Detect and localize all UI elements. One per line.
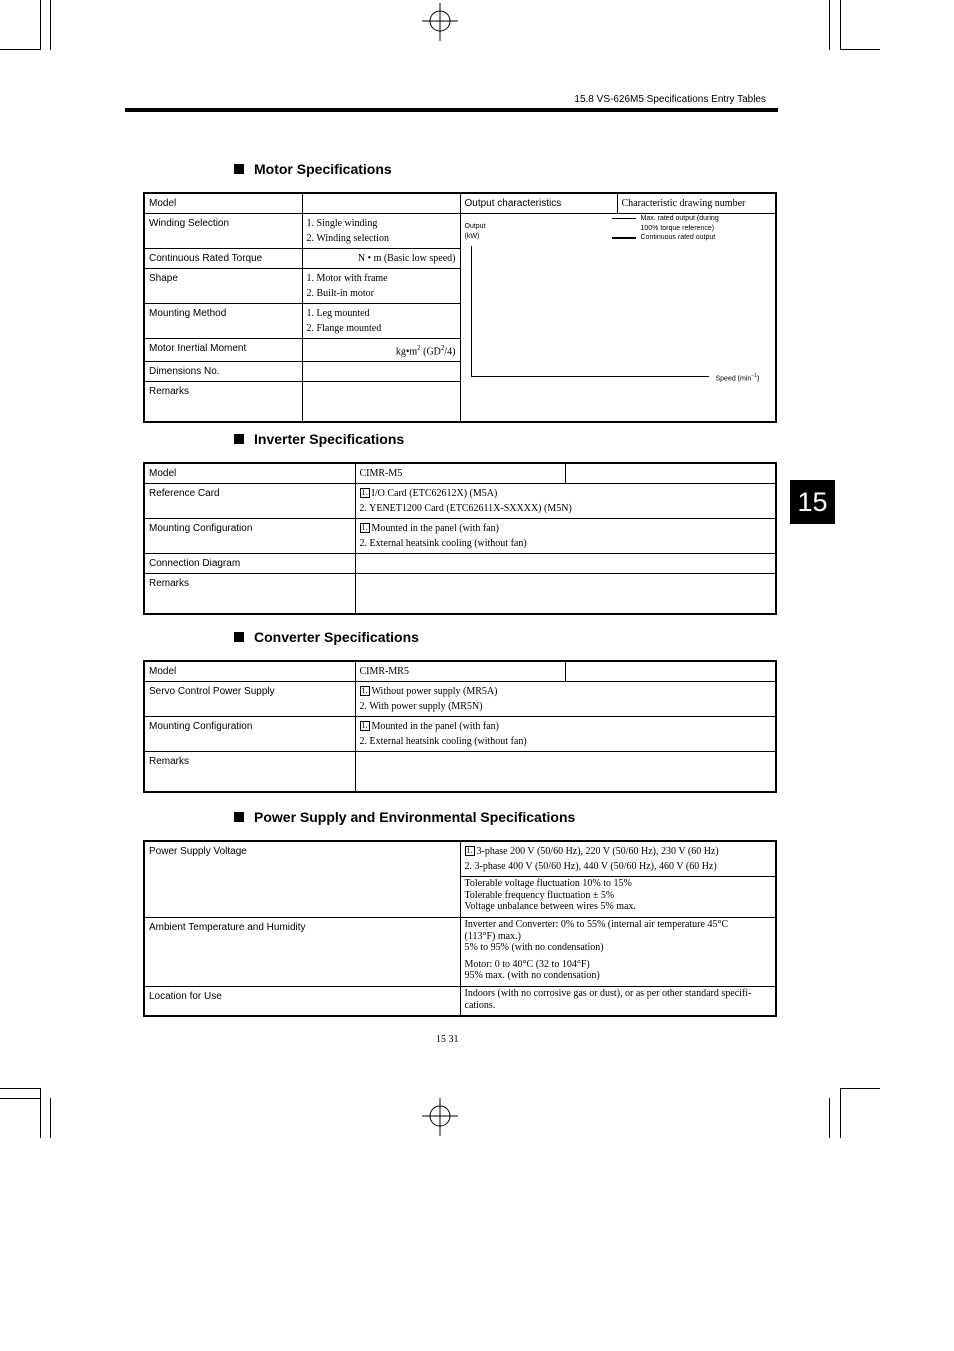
dimensions-value: [302, 362, 460, 382]
header-rule: [125, 108, 778, 112]
tolerance-value: Tolerable voltage fluctuation 10% to 15% Tolerable frequency fluctuation ± 5% Voltage unbalance between wires 5% max.: [460, 877, 776, 918]
winding-selection-label: Winding Selection: [144, 214, 302, 249]
dimensions-label: Dimensions No.: [144, 362, 302, 382]
motor-heading: Motor Specifications: [234, 161, 392, 177]
reference-card-label: Reference Card: [144, 484, 355, 519]
converter-model-value: CIMR-MR5: [355, 661, 565, 682]
legend-max-rated: Max. rated output (during 100% torque reference): [640, 215, 719, 232]
mounting-method-label: Mounting Method: [144, 304, 302, 339]
chart-y-label: Output (kW): [464, 223, 486, 240]
converter-model-extra: [565, 661, 776, 682]
converter-remarks-label: Remarks: [144, 752, 355, 792]
section-title: 15.8 VS-626M5 Specifications Entry Tables: [574, 94, 766, 105]
legend-thick-line: [612, 237, 636, 239]
motor-spec-table: [143, 192, 777, 423]
inverter-remarks-value: [355, 574, 776, 614]
chart-x-label: Speed $(\min^{-1})$: [715, 373, 760, 383]
legend-continuous: Continuous rated output: [640, 234, 716, 241]
mounting-method-value: 1. Leg mounted 2. Flange mounted: [302, 304, 460, 339]
chart-x-axis: [471, 376, 709, 377]
converter-mounting-value: 1. Mounted in the panel (with fan) 2. External heatsink cooling (without fan): [355, 717, 776, 752]
ambient-value: Inverter and Converter: 0% to 55% (internal air temperature 45°C (113°F) max.) 5% to 95% (with no condensation) Motor: 0 to 40°C (32 to 104°F) 95% max. (with no condensation): [460, 918, 776, 987]
converter-heading: Converter Specifications: [234, 629, 419, 645]
connection-diagram-value: [355, 554, 776, 574]
reference-card-value: 1. I/O Card (ETC62612X) (M5A) 2. YENET1200 Card (ETC62611X-SXXXX) (M5N): [355, 484, 776, 519]
power-voltage-label: Power Supply Voltage: [144, 841, 460, 918]
location-label: Location for Use: [144, 987, 460, 1016]
inverter-spec-table: [143, 462, 777, 615]
converter-spec-table: [143, 660, 777, 793]
power-spec-table: [143, 840, 777, 1017]
converter-mounting-label: Mounting Configuration: [144, 717, 355, 752]
servo-power-value: 1. Without power supply (MR5A) 2. With power supply (MR5N): [355, 682, 776, 717]
power-voltage-value: 1. 3-phase 200 V (50/60 Hz), 220 V (50/60 Hz), 230 V (60 Hz) 2. 3-phase 400 V (50/60 Hz), 440 V (50/60 Hz), 460 V (60 Hz): [460, 841, 776, 877]
rated-torque-label: Continuous Rated Torque: [144, 249, 302, 269]
motor-remarks-value: [302, 382, 460, 422]
output-characteristics-header: Output characteristics: [460, 193, 617, 214]
chapter-tab: 15: [790, 480, 835, 524]
converter-remarks-value: [355, 752, 776, 792]
inertial-moment-label: Motor Inertial Moment: [144, 339, 302, 362]
inverter-model-label: Model: [144, 463, 355, 484]
registration-mark-icon: [420, 3, 460, 43]
page-number: 15 31: [436, 1034, 459, 1045]
inverter-remarks-label: Remarks: [144, 574, 355, 614]
inertial-moment-value: $kg•m^2$ $(GD^2/4)$: [302, 339, 460, 362]
registration-mark-icon: [420, 1098, 460, 1138]
shape-value: 1. Motor with frame 2. Built-in motor: [302, 269, 460, 304]
location-value: Indoors (with no corrosive gas or dust), or as per other standard specifi- cations.: [460, 987, 776, 1016]
ambient-label: Ambient Temperature and Humidity: [144, 918, 460, 987]
inverter-model-extra: [565, 463, 776, 484]
power-heading: Power Supply and Environmental Specifications: [234, 809, 575, 825]
shape-label: Shape: [144, 269, 302, 304]
motor-remarks-label: Remarks: [144, 382, 302, 422]
winding-selection-value: 1. Single winding 2. Winding selection: [302, 214, 460, 249]
inverter-model-value: CIMR-M5: [355, 463, 565, 484]
inverter-mounting-label: Mounting Configuration: [144, 519, 355, 554]
chart-y-axis: [471, 246, 472, 376]
drawing-number-header: Characteristic drawing number: [617, 193, 776, 214]
connection-diagram-label: Connection Diagram: [144, 554, 355, 574]
converter-model-label: Model: [144, 661, 355, 682]
legend-thin-line: [612, 218, 636, 219]
inverter-mounting-value: 1. Mounted in the panel (with fan) 2. External heatsink cooling (without fan): [355, 519, 776, 554]
motor-model-value: [302, 193, 460, 214]
rated-torque-value: N • m (Basic low speed): [302, 249, 460, 269]
motor-model-label: Model: [144, 193, 302, 214]
inverter-heading: Inverter Specifications: [234, 431, 404, 447]
output-chart-cell: [460, 214, 776, 422]
servo-power-label: Servo Control Power Supply: [144, 682, 355, 717]
